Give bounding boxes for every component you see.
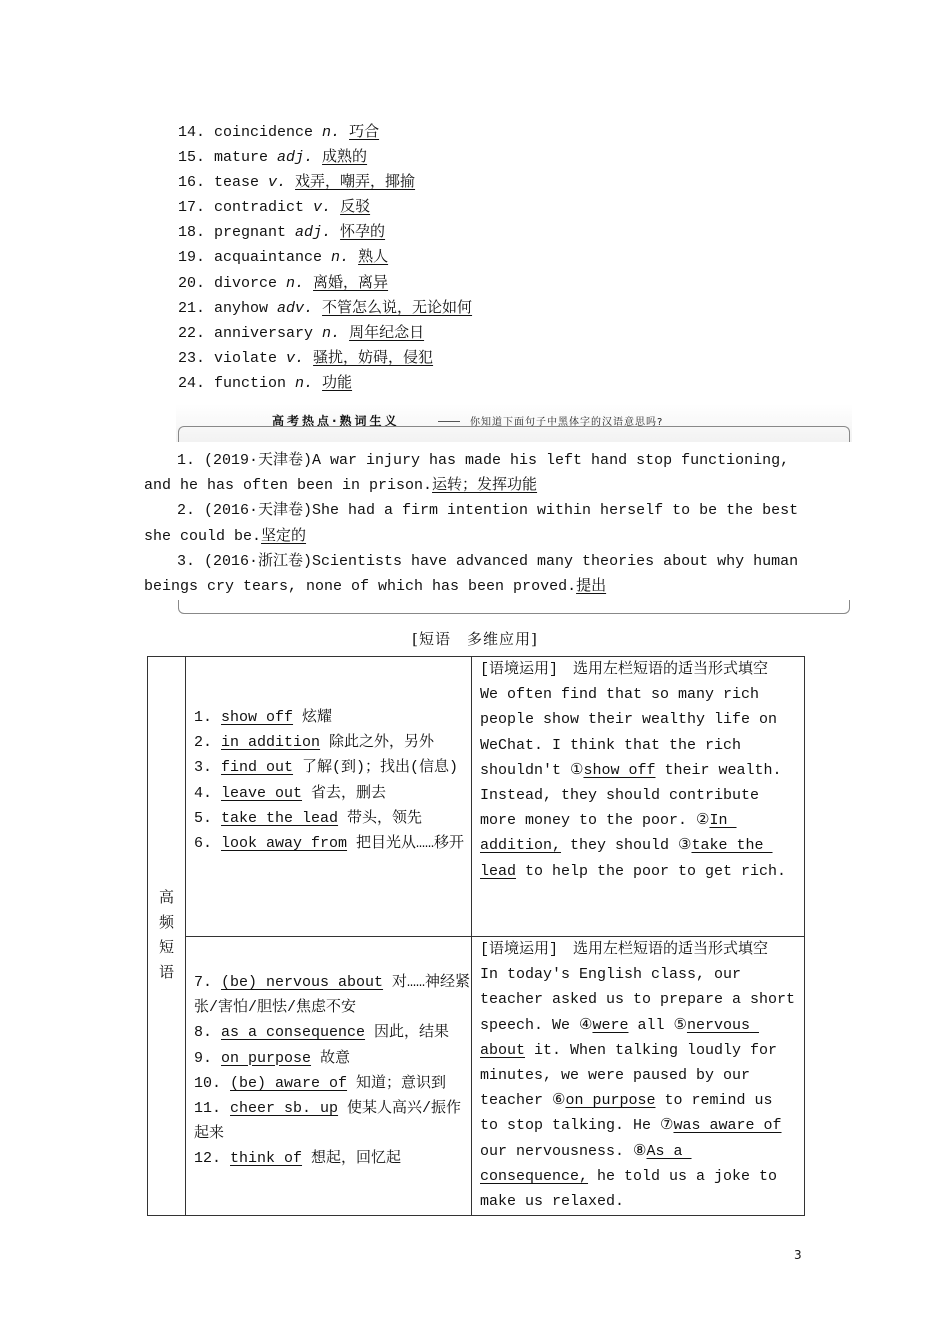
phrase-number: 8. xyxy=(194,1024,222,1042)
banner-title: 高考热点·熟词生义 xyxy=(272,414,400,428)
vocab-number: 24. xyxy=(178,374,215,392)
vocab-pos: v. xyxy=(286,349,314,367)
passage-text: it. When talking loudly for minutes, we were paused by our teacher ⑥ xyxy=(480,1041,787,1110)
vocab-word: pregnant xyxy=(214,224,296,242)
passage-answer: was aware of xyxy=(673,1117,782,1135)
phrase-number: 5. xyxy=(194,809,222,827)
vocab-meaning: 成熟的 xyxy=(322,149,368,167)
phrase-item xyxy=(194,1020,471,1045)
phrase-item xyxy=(194,1096,471,1146)
phrase-meaning: 知道；意识到 xyxy=(347,1074,447,1092)
vocab-number: 18. xyxy=(178,224,215,242)
side-label-char: 短 xyxy=(158,940,174,957)
vocab-item xyxy=(178,220,738,245)
passage-answer: on purpose xyxy=(565,1092,656,1110)
section-title: [短语 多维应用] xyxy=(412,630,538,648)
vocab-meaning: 骚扰，妨碍，侵犯 xyxy=(313,349,434,367)
phrase-meaning: 对……神经紧张/害怕/胆怯/焦虑不安 xyxy=(194,974,471,1017)
phrase-number: 12. xyxy=(194,1150,231,1168)
vocab-pos: adv. xyxy=(277,299,323,317)
side-label-cell xyxy=(148,657,186,1216)
vocab-number: 16. xyxy=(178,174,215,192)
phrase-item xyxy=(194,1146,471,1171)
passage-answer: In addition, xyxy=(480,812,737,855)
passage-answer: nervous about xyxy=(480,1016,759,1059)
phrase-number: 11. xyxy=(194,1100,231,1118)
vocab-item xyxy=(178,371,738,396)
vocab-item xyxy=(178,120,738,145)
vocab-number: 19. xyxy=(178,249,215,267)
phrase-item xyxy=(194,831,471,856)
phrase-list-cell-1 xyxy=(186,657,472,937)
phrase-text: show off xyxy=(221,709,294,726)
vocab-pos: n. xyxy=(286,274,314,292)
exercise-cell-2 xyxy=(472,937,805,1216)
banner-divider xyxy=(438,421,460,422)
phrase-number: 10. xyxy=(194,1074,231,1092)
vocab-meaning: 怀孕的 xyxy=(340,224,386,242)
phrase-item xyxy=(194,1046,471,1071)
vocab-word: mature xyxy=(214,149,278,167)
phrase-table xyxy=(147,656,805,1216)
phrase-list xyxy=(186,657,471,856)
phrase-item xyxy=(194,1071,471,1096)
vocab-word: acquaintance xyxy=(214,249,332,267)
vocab-item xyxy=(178,145,738,170)
passage-answer: were xyxy=(592,1016,629,1034)
example-item xyxy=(144,549,824,599)
vocab-number: 17. xyxy=(178,199,215,217)
phrase-number: 2. xyxy=(194,734,222,752)
table-row xyxy=(148,937,805,1216)
side-label-char: 高 xyxy=(158,890,174,907)
phrase-meaning: 除此之外，另外 xyxy=(320,734,435,752)
example-answer: 运转；发挥功能 xyxy=(432,477,538,495)
phrase-list-cell-2 xyxy=(186,937,472,1216)
vocab-number: 15. xyxy=(178,149,215,167)
vocab-number: 20. xyxy=(178,274,215,292)
example-text: 1. (2019·天津卷)A war injury has made his left hand stop functioning, and he has often been in prison. xyxy=(144,452,790,495)
phrase-number: 6. xyxy=(194,835,222,853)
passage-text: to help the poor to get rich. xyxy=(516,862,787,880)
passage-text: all ⑤ xyxy=(628,1016,687,1034)
vocab-pos: n. xyxy=(322,324,350,342)
vocab-meaning: 反驳 xyxy=(340,199,371,217)
vocab-meaning: 巧合 xyxy=(349,124,380,141)
example-answer: 坚定的 xyxy=(261,527,307,545)
vocab-meaning: 周年纪念日 xyxy=(349,324,425,342)
exercise-cell-1 xyxy=(472,657,805,937)
vocab-pos: adj. xyxy=(277,149,323,167)
exercise-passage xyxy=(480,962,805,1214)
vocab-pos: v. xyxy=(268,174,296,192)
phrase-text: as a consequence xyxy=(221,1024,366,1042)
phrase-item xyxy=(194,705,471,730)
phrase-meaning: 把目光从……移开 xyxy=(347,835,465,853)
phrase-text: (be) aware of xyxy=(230,1074,348,1092)
passage-text: to remind us to stop talking. He ⑦ xyxy=(480,1092,782,1135)
vocab-meaning: 功能 xyxy=(322,374,353,392)
bracket-bottom xyxy=(178,600,850,614)
vocab-pos: adj. xyxy=(295,224,341,242)
vocab-word: divorce xyxy=(214,274,287,292)
vocab-word: function xyxy=(214,374,296,392)
phrase-item xyxy=(194,970,471,1020)
phrase-number: 7. xyxy=(194,974,222,991)
passage-text: their wealth. Instead, they should contribute more money to the poor. ② xyxy=(480,761,791,830)
vocab-item xyxy=(178,296,738,321)
vocab-word: contradict xyxy=(214,199,314,217)
vocab-meaning: 熟人 xyxy=(358,249,389,267)
vocab-meaning: 不管怎么说，无论如何 xyxy=(322,299,473,317)
vocab-item xyxy=(178,195,738,220)
exercise-passage xyxy=(480,682,796,884)
vocab-word: tease xyxy=(214,174,269,192)
side-label-char: 频 xyxy=(158,915,174,932)
exercise-instruction: [语境运用] 选用左栏短语的适当形式填空 xyxy=(480,941,769,958)
phrase-text: (be) nervous about xyxy=(221,974,384,991)
phrase-item xyxy=(194,781,471,806)
exercise-instruction: [语境运用] 选用左栏短语的适当形式填空 xyxy=(480,661,769,678)
phrase-text: on purpose xyxy=(221,1049,312,1067)
page-number: 3 xyxy=(794,1248,802,1262)
vocab-number: 23. xyxy=(178,349,215,367)
side-label xyxy=(148,886,185,986)
vocab-number: 21. xyxy=(178,299,215,317)
vocab-word: violate xyxy=(214,349,287,367)
vocab-meaning: 离婚，离异 xyxy=(313,274,389,292)
phrase-text: find out xyxy=(221,759,294,777)
example-text: 3. (2016·浙江卷)Scientists have advanced many theories about why human beings cry tears, none of which has been proved. xyxy=(144,552,799,596)
phrase-meaning: 因此，结果 xyxy=(365,1024,450,1042)
vocab-item xyxy=(178,271,738,296)
vocab-pos: n. xyxy=(322,124,350,141)
phrase-number: 3. xyxy=(194,759,222,777)
passage-text: they should ③ xyxy=(561,837,692,855)
passage-text: We often find that so many rich people show their wealthy life on WeChat. I think that the rich shouldn't ① xyxy=(480,686,787,779)
vocab-item xyxy=(178,321,738,346)
passage-text: In today's English class, our teacher asked us to prepare a short speech. We ④ xyxy=(480,966,805,1034)
passage-text: he told us a joke to make us relaxed. xyxy=(480,1167,787,1211)
phrase-number: 1. xyxy=(194,709,222,726)
passage-answer: take the lead xyxy=(480,837,773,880)
example-sentences xyxy=(144,448,824,599)
phrase-meaning: 故意 xyxy=(311,1049,351,1067)
vocab-item xyxy=(178,170,738,195)
vocab-number: 14. xyxy=(178,124,215,141)
vocab-meaning: 戏弄，嘲弄，揶揄 xyxy=(295,174,416,192)
phrase-text: take the lead xyxy=(221,809,339,827)
phrase-item xyxy=(194,806,471,831)
vocab-pos: n. xyxy=(331,249,359,267)
banner-subtitle: 你知道下面句子中黑体字的汉语意思吗? xyxy=(470,417,664,428)
vocab-pos: n. xyxy=(295,374,323,392)
side-label-char: 语 xyxy=(158,965,174,982)
phrase-number: 4. xyxy=(194,784,222,802)
phrase-meaning: 使某人高兴/振作起来 xyxy=(194,1100,462,1143)
vocab-number: 22. xyxy=(178,324,215,342)
phrase-text: cheer sb. up xyxy=(230,1100,339,1118)
example-answer: 提出 xyxy=(576,578,607,596)
passage-answer: As a consequence, xyxy=(480,1142,692,1185)
example-item xyxy=(144,498,824,548)
phrase-meaning: 想起，回忆起 xyxy=(302,1150,402,1168)
vocab-word: coincidence xyxy=(214,124,323,141)
phrase-meaning: 省去，删去 xyxy=(302,784,387,802)
vocabulary-list xyxy=(178,120,738,396)
phrase-meaning: 带头，领先 xyxy=(338,809,423,827)
table-row xyxy=(148,657,805,937)
passage-text: our nervousness. ⑧ xyxy=(480,1117,791,1160)
phrase-meaning: 了解(到)；找出(信息) xyxy=(293,759,459,777)
phrase-text: look away from xyxy=(221,835,348,853)
phrase-text: think of xyxy=(230,1150,303,1168)
phrase-meaning: 炫耀 xyxy=(293,709,333,726)
bracket-top xyxy=(178,426,850,442)
example-item xyxy=(144,448,824,498)
phrase-text: in addition xyxy=(221,734,321,752)
phrase-list xyxy=(186,937,471,1172)
vocab-pos: v. xyxy=(313,199,341,217)
phrase-number: 9. xyxy=(194,1049,222,1067)
phrase-item xyxy=(194,755,471,780)
phrase-text: leave out xyxy=(221,784,303,802)
phrase-item xyxy=(194,730,471,755)
vocab-word: anniversary xyxy=(214,324,323,342)
passage-answer: show off xyxy=(583,761,656,779)
example-text: 2. (2016·天津卷)She had a firm intention within herself to be the best she could be. xyxy=(144,502,799,545)
vocab-item xyxy=(178,245,738,270)
vocab-item xyxy=(178,346,738,371)
vocab-word: anyhow xyxy=(214,299,278,317)
